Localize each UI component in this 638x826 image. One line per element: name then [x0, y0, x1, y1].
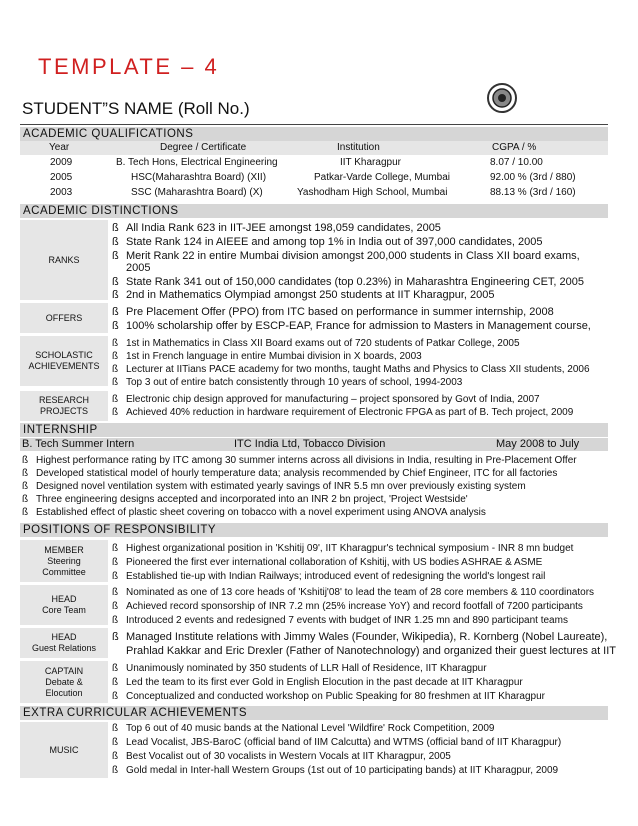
list-item	[112, 751, 451, 762]
bullet: ß	[112, 765, 119, 776]
list-item	[112, 677, 523, 688]
col-year-header: Year	[49, 142, 70, 153]
item-text: Highest performance rating by ITC among 30 summer interns across all divisions in India, resulting in Pre-Placement Offer	[36, 455, 577, 466]
list-item	[112, 601, 583, 612]
item-text: Pre Placement Offer (PPO) from ITC based on performance in summer internship, 2008	[126, 306, 554, 318]
item-text: Achieved record sponsorship of INR 7.2 mn (25% increase YoY) and record footfall of 7200 participants	[126, 601, 583, 612]
list-item	[112, 276, 584, 288]
label-head-guest	[20, 628, 108, 658]
label-text: Elocution	[45, 687, 83, 698]
label-member	[20, 540, 108, 582]
bullet: ß	[112, 663, 119, 674]
list-item	[22, 468, 557, 479]
label-research	[20, 391, 108, 421]
list-item	[112, 691, 545, 702]
list-item	[112, 663, 487, 674]
item-text: Electronic chip design approved for manufacturing – project sponsored by Govt of India, 2007	[126, 394, 540, 405]
item-text: Highest organizational position in 'Kshitij 09', IIT Kharagpur's technical symposium - INR 8 mn budget	[126, 543, 574, 554]
item-text: Top 6 out of 40 music bands at the National Level 'Wildfire' Rock Competition, 2009	[126, 723, 495, 734]
table-cell: 88.13 % (3rd / 160)	[490, 187, 576, 198]
label-text: MUSIC	[49, 744, 79, 755]
bullet: ß	[112, 691, 119, 702]
item-text: Managed Institute relations with Jimmy Wales (Founder, Wikipedia), R. Kornberg (Nobel Laureate),	[126, 631, 608, 643]
list-item	[112, 306, 554, 318]
table-cell: 2003	[50, 187, 73, 198]
item-text: Developed statistical model of hourly temperature data; analysis recommended by Chief Engineer, ITC for all factories	[36, 468, 558, 479]
item-text: Designed novel ventilation system with estimated yearly savings of INR 5.5 mn over previously existing system	[36, 481, 526, 492]
label-text: MEMBER	[44, 544, 84, 555]
student-name: STUDENT”S NAME (Roll No.)	[22, 99, 250, 118]
header-rule	[20, 124, 608, 125]
list-item	[112, 571, 545, 582]
bullet: ß	[112, 364, 119, 375]
internship-dates: May 2008 to July	[496, 438, 580, 450]
section-distinctions: ACADEMIC DISTINCTIONS	[20, 204, 608, 218]
bullet: ß	[112, 543, 119, 554]
list-item	[112, 351, 422, 362]
label-offers	[20, 303, 108, 333]
table-cell: 2005	[50, 172, 73, 183]
item-text: Three engineering designs accepted and incorporated into an INR 2 bn project, 'Project Westside'	[36, 494, 468, 505]
list-item	[112, 394, 540, 405]
template-title: TEMPLATE – 4	[38, 54, 220, 79]
internship-company: ITC India Ltd, Tobacco Division	[234, 438, 386, 450]
table-cell: Patkar-Varde College, Mumbai	[314, 172, 450, 183]
section-por: POSITIONS OF RESPONSIBILITY	[20, 523, 608, 537]
bullet: ß	[112, 677, 119, 688]
item-text: Nominated as one of 13 core heads of 'Kshitij'08' to lead the team of 28 core members & 110 coordinators	[126, 587, 595, 598]
list-item	[112, 587, 594, 598]
item-text: Established effect of plastic sheet covering on tobacco with a novel experiment using ANOVA analysis	[36, 507, 486, 518]
list-item	[112, 407, 573, 418]
bullet: ß	[22, 481, 29, 492]
bullet: ß	[112, 723, 119, 734]
list-item	[112, 338, 520, 349]
item-text: Unanimously nominated by 350 students of LLR Hall of Residence, IIT Kharagpur	[126, 663, 487, 674]
table-cell: Yashodham High School, Mumbai	[297, 187, 448, 198]
bullet: ß	[112, 222, 119, 234]
label-text: RANKS	[48, 254, 80, 265]
col-cgpa-header: CGPA / %	[492, 142, 537, 153]
bullet: ß	[112, 631, 119, 643]
item-text: 100% scholarship offer by ESCP-EAP, France for admission to Masters in Management course,	[126, 320, 591, 332]
label-text: HEAD	[51, 632, 77, 642]
item-text: Lecturer at IITians PACE academy for two months, taught Maths and Physics to Class XII students, 2006	[126, 364, 590, 375]
table-cell: B. Tech Hons, Electrical Engineering	[116, 157, 278, 168]
item-text: All India Rank 623 in IIT-JEE amongst 198,059 candidates, 2005	[126, 222, 441, 234]
label-text: OFFERS	[45, 312, 83, 323]
bullet: ß	[112, 351, 119, 362]
label-text: CAPTAIN	[44, 665, 84, 676]
item-text: 1st in Mathematics in Class XII Board exams out of 720 students of Patkar College, 2005	[126, 338, 520, 349]
item-text: State Rank 124 in AIEEE and among top 1% in India out of 397,000 candidates, 2005	[126, 236, 543, 248]
bullet: ß	[22, 455, 29, 466]
list-item	[112, 377, 462, 388]
bullet: ß	[112, 320, 119, 332]
label-ranks	[20, 220, 108, 300]
item-text: State Rank 341 out of 150,000 candidates (top 0.23%) in Maharashtra Engineering CET, 2005	[126, 276, 585, 288]
bullet: ß	[112, 377, 119, 388]
bullet: ß	[112, 394, 119, 405]
item-text: 1st in French language in entire Mumbai division in X boards, 2003	[126, 351, 422, 362]
list-item	[22, 507, 486, 518]
bullet: ß	[112, 289, 119, 301]
label-head-core	[20, 585, 108, 625]
label-text: SCHOLASTIC	[35, 350, 93, 360]
list-item	[112, 723, 494, 734]
bullet: ß	[112, 571, 119, 582]
internship-title: B. Tech Summer Intern	[22, 438, 135, 450]
label-text: HEAD	[51, 594, 77, 604]
label-scholastic	[20, 336, 108, 386]
label-captain	[20, 661, 108, 703]
list-item	[112, 250, 580, 262]
bullet: ß	[112, 751, 119, 762]
table-cell: 8.07 / 10.00	[490, 157, 543, 168]
item-text: Introduced 2 events and redesigned 7 events with budget of INR 1.25 mn and 890 participant teams	[126, 615, 568, 626]
section-academic: ACADEMIC QUALIFICATIONS	[20, 127, 608, 141]
bullet: ß	[112, 306, 119, 318]
list-item	[112, 289, 495, 301]
list-item-continued: 2005	[126, 262, 151, 274]
bullet: ß	[112, 557, 119, 568]
section-extra: EXTRA CURRICULAR ACHIEVEMENTS	[20, 706, 608, 720]
item-text: Lead Vocalist, JBS-BaroC (official band of IIM Calcutta) and WTMS (official band of IIT Kharagpur)	[126, 737, 562, 748]
label-text: Committee	[42, 566, 86, 577]
item-text: Top 3 out of entire batch consistently through 10 years of school, 1994-2003	[126, 377, 463, 388]
bullet: ß	[22, 507, 29, 518]
table-cell: HSC(Maharashtra Board) (XII)	[131, 172, 267, 183]
bullet: ß	[112, 737, 119, 748]
bullet: ß	[112, 587, 119, 598]
item-text: 2nd in Mathematics Olympiad amongst 250 students at IIT Kharagpur, 2005	[126, 289, 495, 301]
col-degree-header: Degree / Certificate	[160, 142, 247, 153]
item-text: Merit Rank 22 in entire Mumbai division amongst 200,000 students in Class XII board exams,	[126, 250, 580, 262]
list-item	[112, 557, 542, 568]
item-text: Best Vocalist out of 30 vocalists in Western Vocals at IIT Kharagpur, 2005	[126, 751, 451, 762]
item-text: Pioneered the first ever international collaboration of Kshitij, with US bodies ASHRAE & ASME	[126, 557, 543, 568]
institute-logo-icon	[486, 82, 518, 114]
bullet: ß	[112, 615, 119, 626]
label-text: Steering	[47, 555, 81, 566]
list-item	[112, 222, 441, 234]
label-music	[20, 722, 108, 778]
col-institution-header: Institution	[337, 142, 380, 153]
list-item	[112, 543, 573, 554]
list-item	[112, 631, 607, 643]
label-text: RESEARCH	[38, 395, 89, 405]
item-text: Led the team to its first ever Gold in English Elocution in the past decade at IIT Kharagpur	[126, 677, 523, 688]
list-item	[22, 455, 577, 466]
list-item	[112, 737, 561, 748]
item-text: Gold medal in Inter-hall Western Groups (1st out of 10 participating bands) at IIT Kharagpur, 2009	[126, 765, 559, 776]
item-text: Conceptualized and conducted workshop on Public Speaking for 80 freshmen at IIT Kharagpur	[126, 691, 545, 702]
list-item	[112, 765, 558, 776]
label-text: ACHIEVEMENTS	[28, 361, 100, 371]
bullet: ß	[112, 250, 119, 262]
table-cell: SSC (Maharashtra Board) (X)	[131, 187, 263, 198]
table-cell: 2009	[50, 157, 73, 168]
bullet: ß	[112, 338, 119, 349]
list-item	[112, 236, 542, 248]
label-text: Debate &	[45, 676, 83, 687]
list-item	[112, 320, 591, 332]
item-text: Established tie-up with Indian Railways; introduced event of redesigning the world's longest rail	[126, 571, 546, 582]
table-cell: 92.00 % (3rd / 880)	[490, 172, 576, 183]
bullet: ß	[22, 494, 29, 505]
label-text: PROJECTS	[39, 406, 88, 416]
label-text: Guest Relations	[31, 643, 97, 653]
list-item	[22, 481, 526, 492]
bullet: ß	[22, 468, 29, 479]
bullet: ß	[112, 601, 119, 612]
list-item	[22, 494, 468, 505]
bullet: ß	[112, 407, 119, 418]
table-cell: IIT Kharagpur	[340, 157, 401, 168]
bullet: ß	[112, 236, 119, 248]
list-item	[112, 364, 590, 375]
item-text: Achieved 40% reduction in hardware requirement of Electronic FPGA as part of B. Tech project, 2009	[126, 407, 574, 418]
list-item-continued: Prahlad Kakkar and Eric Drexler (Father of Nanotechnology) and organized their guest lectures at IIT	[126, 645, 617, 657]
label-text: Core Team	[42, 605, 86, 615]
section-internship: INTERNSHIP	[20, 423, 608, 437]
bullet: ß	[112, 276, 119, 288]
list-item	[112, 615, 568, 626]
